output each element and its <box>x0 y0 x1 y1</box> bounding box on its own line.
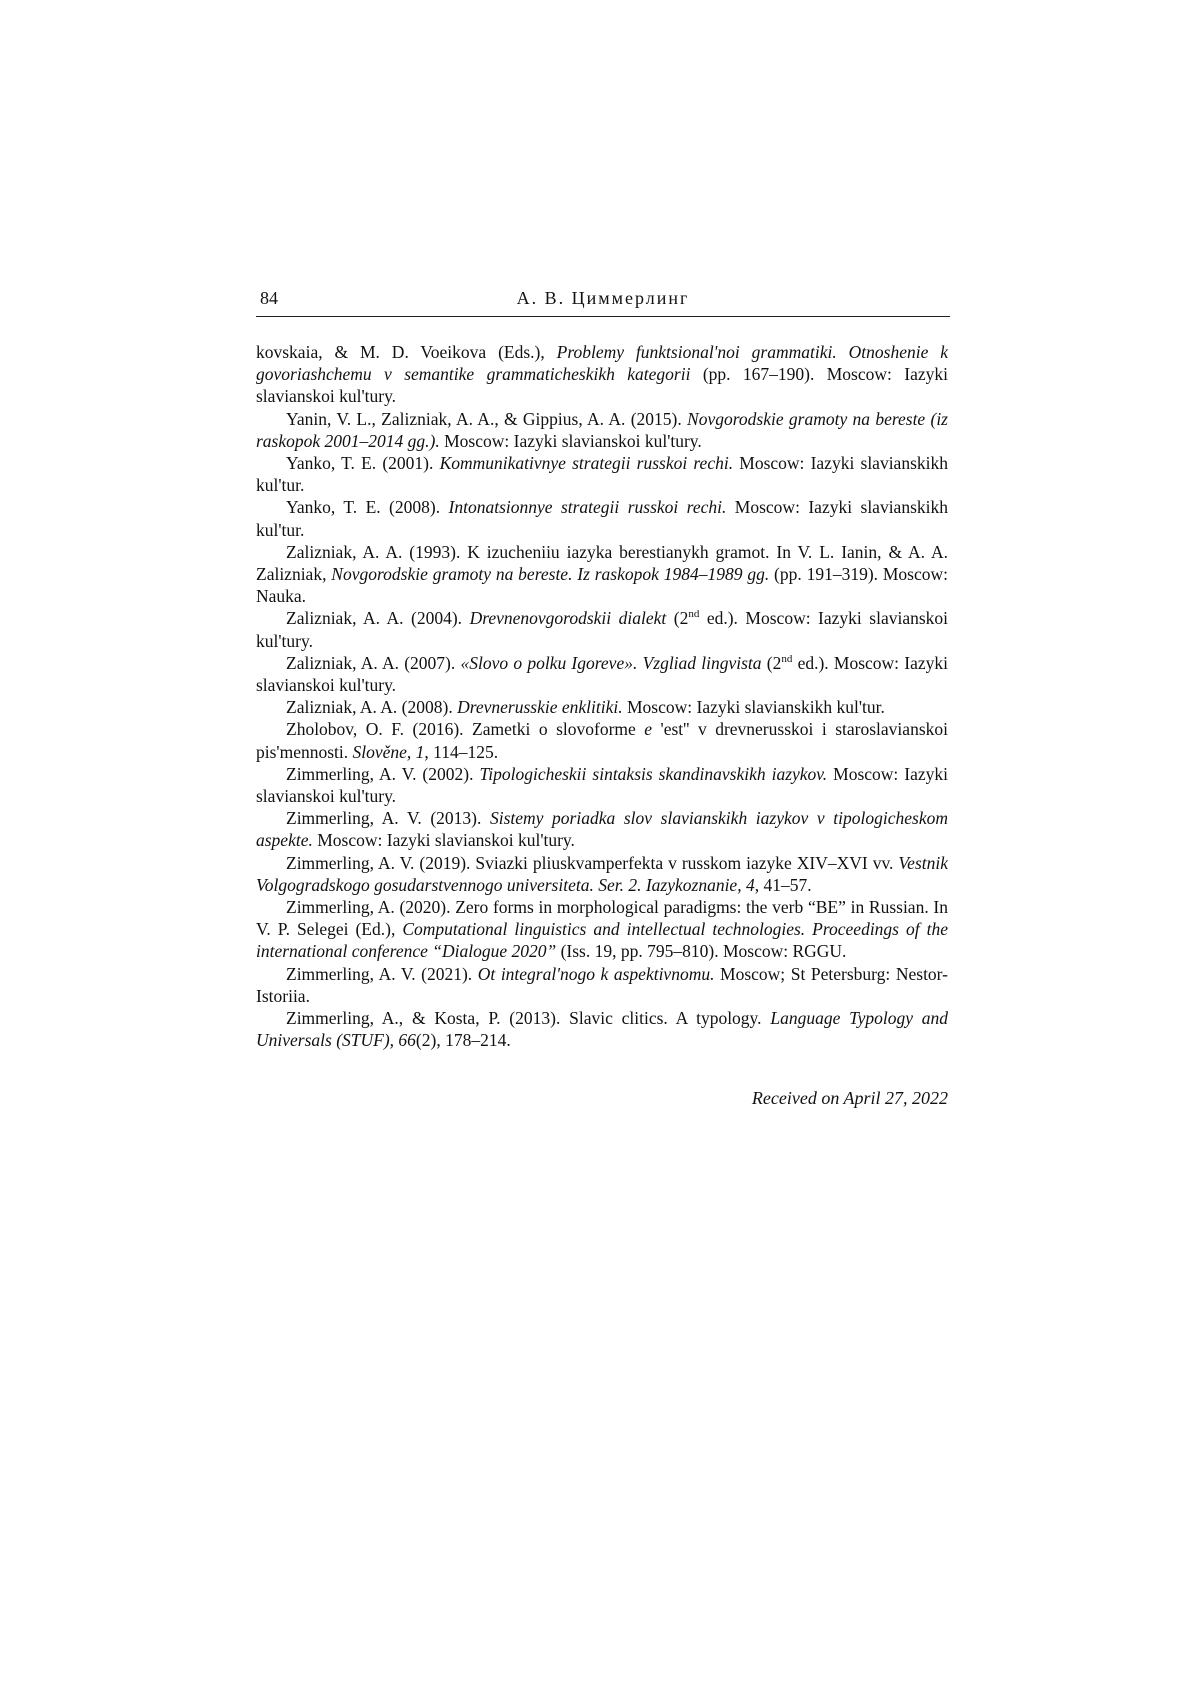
italic-text: Language Typology and Universals (STUF), 66 <box>256 1008 948 1051</box>
reference-text: Zimmerling, A. (2020). Zero forms in morphological paradigms: the verb “BE” in Russian. In V. P. Selegei (Ed.), <box>256 897 948 940</box>
reference-text: ed.). Moscow: Iazyki slavianskoi kul'tury. <box>256 608 949 651</box>
reference-entry <box>256 341 948 408</box>
reference-text: (pp. 167–190). Moscow: Iazyki slavianskoi kul'tury. <box>256 364 948 407</box>
italic-text: Sistemy poriadka slov slavianskikh iazykov v tipologicheskom aspekte. <box>256 808 948 851</box>
reference-text: Yanko, T. E. (2008). <box>286 497 449 518</box>
reference-entry <box>256 452 948 496</box>
reference-text: 'est'' v drevnerusskoi i staroslavianskoi pis'mennosti. <box>256 719 948 762</box>
reference-text: kovskaia, & M. D. Voeikova (Eds.), <box>256 342 557 362</box>
reference-entry <box>256 652 948 696</box>
reference-entry <box>256 807 948 851</box>
reference-entry <box>256 896 948 963</box>
superscript: nd <box>688 608 700 621</box>
italic-text: Drevnerusskie enklitiki. <box>457 697 623 718</box>
reference-text: (2 <box>666 608 689 629</box>
reference-text: Moscow: Iazyki slavianskoi kul'tury. <box>439 430 702 451</box>
italic-text: Computational linguistics and intellectual technologies. Proceedings of the international conference “Dialogue 2020” <box>256 919 949 962</box>
reference-entry <box>256 607 948 651</box>
italic-text: Kommunikativnye strategii russkoi rechi. <box>439 453 734 474</box>
reference-entry <box>256 541 948 608</box>
reference-text: Moscow; St Petersburg: Nestor-Istoriia. <box>256 963 948 1006</box>
reference-text: ed.). Moscow: Iazyki slavianskoi kul'tury. <box>256 652 948 696</box>
reference-text: Moscow: Iazyki slavianskikh kul'tur. <box>256 497 948 540</box>
page-header <box>256 286 950 317</box>
running-title: А. В. Циммерлинг <box>516 288 690 308</box>
reference-text: Zimmerling, A. V. (2013). <box>286 808 490 829</box>
reference-text: (2 <box>761 652 782 673</box>
reference-text: Moscow: Iazyki slavianskikh kul'tur. <box>256 453 948 496</box>
reference-text: Zimmerling, A. V. (2002). <box>286 763 480 784</box>
reference-text: Zalizniak, A. A. (1993). K izucheniiu iazyka berestianykh gramot. In V. L. Ianin, & A. A. Zalizniak, <box>256 541 948 585</box>
italic-text: Vestnik Volgogradskogo gosudarstvennogo universiteta. Ser. 2. Iazykoznanie, 4 <box>256 852 948 895</box>
reference-entry <box>256 963 948 1007</box>
reference-entry <box>256 696 948 718</box>
reference-text: , 114–125. <box>424 741 499 762</box>
reference-text: Yanko, T. E. (2001). <box>286 453 440 474</box>
reference-text: Zimmerling, A. V. (2019). Sviazki pliuskvamperfekta v russkom iazyke XIV–XVI vv. <box>286 852 899 873</box>
reference-text: Yanin, V. L., Zalizniak, A. A., & Gippius, A. A. (2015). <box>286 408 688 429</box>
reference-list <box>256 341 948 1052</box>
reference-entry <box>256 763 948 807</box>
italic-text: Intonatsionnye strategii russkoi rechi. <box>448 497 727 518</box>
italic-text: «Slovo o polku Igoreve». Vzgliad lingvista <box>460 652 762 673</box>
reference-text: , 41–57. <box>754 874 812 895</box>
reference-text: Zalizniak, A. A. (2004). <box>286 608 470 629</box>
received-date: Received on April 27, 2022 <box>751 1088 948 1108</box>
reference-text: (pp. 191–319). Moscow: Nauka. <box>256 564 948 607</box>
page-number: 84 <box>260 288 278 308</box>
reference-text: Moscow: Iazyki slavianskoi kul'tury. <box>312 830 575 851</box>
reference-text: Zholobov, O. F. (2016). Zametki o slovoforme <box>286 719 645 740</box>
reference-text: Zalizniak, A. A. (2008). <box>286 697 458 718</box>
superscript: nd <box>781 653 793 666</box>
reference-entry <box>256 408 948 452</box>
reference-entry <box>256 718 948 762</box>
italic-text: Problemy funktsional'noi grammatiki. Otnoshenie k govoriashchemu v semantike grammaticheskikh kategorii <box>256 342 948 385</box>
italic-text: Tipologicheskii sintaksis skandinavskikh iazykov. <box>479 763 828 784</box>
reference-text: (Iss. 19, pp. 795–810). Moscow: RGGU. <box>556 941 847 962</box>
reference-text: Zalizniak, A. A. (2007). <box>286 652 461 673</box>
reference-text: Zimmerling, A. V. (2021). <box>286 963 478 984</box>
reference-entry <box>256 1007 948 1051</box>
italic-text: e <box>644 719 653 740</box>
reference-text: Moscow: Iazyki slavianskikh kul'tur. <box>622 697 885 718</box>
italic-text: Drevnenovgorodskii dialekt <box>469 608 667 629</box>
reference-entry <box>256 496 948 540</box>
italic-text: Novgorodskie gramoty na bereste. Iz raskopok 1984–1989 gg. <box>331 564 770 585</box>
reference-text: Moscow: Iazyki slavianskoi kul'tury. <box>256 763 948 807</box>
reference-entry <box>256 852 948 896</box>
reference-text: Zimmerling, A., & Kosta, P. (2013). Slavic clitics. A typology. <box>286 1008 771 1029</box>
italic-text: Novgorodskie gramoty na bereste (iz raskopok 2001–2014 gg.). <box>256 408 948 451</box>
italic-text: Slověne, 1 <box>352 741 425 762</box>
italic-text: Ot integral'nogo k aspektivnomu. <box>477 963 715 984</box>
reference-text: (2), 178–214. <box>415 1030 511 1051</box>
